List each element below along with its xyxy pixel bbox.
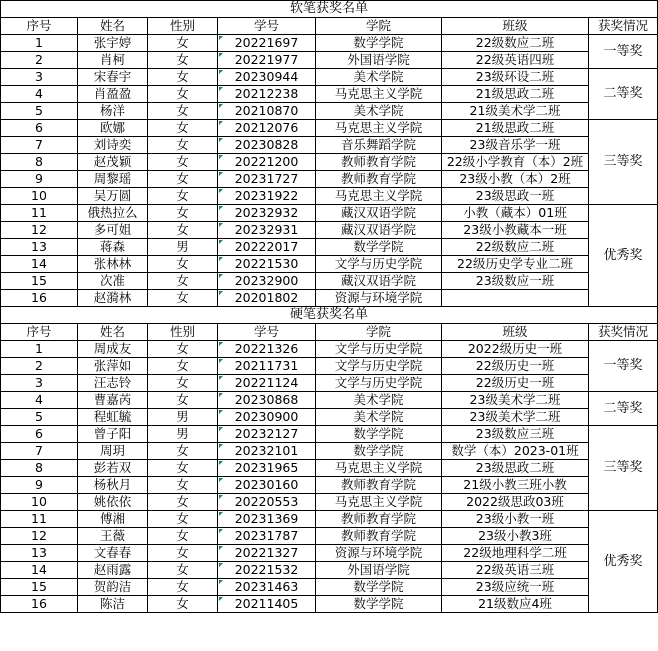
cell-student-id[interactable]: 20230868 (218, 392, 316, 409)
cell-gender[interactable]: 女 (148, 290, 218, 307)
cell-name[interactable]: 刘诗奕 (78, 137, 148, 154)
cell-class[interactable]: 23级环设二班 (442, 69, 589, 86)
cell-college[interactable]: 文学与历史学院 (316, 358, 442, 375)
cell-student-id[interactable]: 20231369 (218, 511, 316, 528)
column-header[interactable]: 姓名 (78, 324, 148, 341)
cell-seq[interactable]: 2 (1, 52, 78, 69)
cell-seq[interactable]: 15 (1, 579, 78, 596)
cell-college[interactable]: 美术学院 (316, 409, 442, 426)
column-header[interactable]: 性别 (148, 18, 218, 35)
cell-seq[interactable]: 2 (1, 358, 78, 375)
table-row (1, 579, 658, 596)
column-header[interactable]: 获奖情况 (589, 18, 658, 35)
cell-student-id[interactable]: 20232900 (218, 273, 316, 290)
cell-gender[interactable]: 女 (148, 52, 218, 69)
cell-college[interactable]: 数学学院 (316, 443, 442, 460)
cell-college[interactable]: 教师教育学院 (316, 154, 442, 171)
cell-college[interactable]: 数学学院 (316, 426, 442, 443)
cell-class[interactable]: 21级小教三班小教 (442, 477, 589, 494)
cell-student-id[interactable]: 20231965 (218, 460, 316, 477)
table-row (1, 52, 658, 69)
cell-class[interactable]: 22级英语三班 (442, 562, 589, 579)
cell-name[interactable]: 周玥 (78, 443, 148, 460)
cell-college[interactable]: 教师教育学院 (316, 511, 442, 528)
cell-seq[interactable]: 15 (1, 273, 78, 290)
cell-gender[interactable]: 女 (148, 103, 218, 120)
column-header[interactable]: 班级 (442, 324, 589, 341)
cell-student-id[interactable]: 20232101 (218, 443, 316, 460)
cell-name[interactable]: 宋春宇 (78, 69, 148, 86)
table-row (1, 392, 658, 409)
cell-seq[interactable]: 8 (1, 154, 78, 171)
cell-seq[interactable]: 14 (1, 562, 78, 579)
column-header[interactable]: 学号 (218, 18, 316, 35)
table-row (1, 375, 658, 392)
column-header[interactable]: 序号 (1, 324, 78, 341)
cell-gender[interactable]: 女 (148, 120, 218, 137)
cell-student-id[interactable]: 20221697 (218, 35, 316, 52)
cell-student-id[interactable]: 20230828 (218, 137, 316, 154)
column-header[interactable]: 姓名 (78, 18, 148, 35)
cell-college[interactable]: 数学学院 (316, 596, 442, 613)
cell-name[interactable]: 多可姐 (78, 222, 148, 239)
cell-seq[interactable]: 7 (1, 443, 78, 460)
cell-name[interactable]: 曹嘉芮 (78, 392, 148, 409)
column-header[interactable]: 学院 (316, 18, 442, 35)
cell-name[interactable]: 张林林 (78, 256, 148, 273)
cell-gender[interactable]: 女 (148, 137, 218, 154)
cell-seq[interactable]: 13 (1, 239, 78, 256)
cell-name[interactable]: 贺韵洁 (78, 579, 148, 596)
cell-award[interactable]: 优秀奖 (589, 205, 658, 307)
cell-gender[interactable]: 女 (148, 86, 218, 103)
cell-gender[interactable]: 女 (148, 392, 218, 409)
cell-class[interactable]: 23级小教一班 (442, 511, 589, 528)
table-row (1, 528, 658, 545)
cell-name[interactable]: 陈洁 (78, 596, 148, 613)
cell-student-id[interactable]: 20222017 (218, 239, 316, 256)
cell-gender[interactable]: 女 (148, 188, 218, 205)
table-row (1, 205, 658, 222)
column-header[interactable]: 性别 (148, 324, 218, 341)
cell-seq[interactable]: 16 (1, 290, 78, 307)
cell-class[interactable]: 21级美术学二班 (442, 103, 589, 120)
table-row (1, 511, 658, 528)
cell-student-id[interactable]: 20231463 (218, 579, 316, 596)
table-row (1, 596, 658, 613)
cell-student-id[interactable]: 20231727 (218, 171, 316, 188)
cell-class[interactable]: 22级历史学专业二班 (442, 256, 589, 273)
cell-name[interactable]: 周黎瑶 (78, 171, 148, 188)
cell-student-id[interactable]: 20232127 (218, 426, 316, 443)
cell-name[interactable]: 赵雨露 (78, 562, 148, 579)
cell-college[interactable]: 美术学院 (316, 69, 442, 86)
table-row (1, 103, 658, 120)
cell-class[interactable]: 23级小教（本）2班 (442, 171, 589, 188)
cell-college[interactable]: 资源与环境学院 (316, 545, 442, 562)
cell-gender[interactable]: 女 (148, 171, 218, 188)
cell-gender[interactable]: 女 (148, 443, 218, 460)
cell-student-id[interactable]: 20201802 (218, 290, 316, 307)
cell-name[interactable]: 张萍如 (78, 358, 148, 375)
cell-award[interactable]: 三等奖 (589, 426, 658, 511)
cell-name[interactable]: 次准 (78, 273, 148, 290)
table-row (1, 443, 658, 460)
cell-name[interactable]: 王薇 (78, 528, 148, 545)
cell-student-id[interactable]: 20232932 (218, 205, 316, 222)
cell-college[interactable]: 马克思主义学院 (316, 188, 442, 205)
cell-class[interactable]: 23级小教藏本一班 (442, 222, 589, 239)
cell-seq[interactable]: 3 (1, 375, 78, 392)
cell-college[interactable]: 教师教育学院 (316, 477, 442, 494)
header-row (1, 324, 658, 341)
cell-seq[interactable]: 9 (1, 171, 78, 188)
cell-seq[interactable]: 8 (1, 460, 78, 477)
cell-college[interactable]: 美术学院 (316, 103, 442, 120)
cell-name[interactable]: 张宇婷 (78, 35, 148, 52)
cell-name[interactable]: 吴万圆 (78, 188, 148, 205)
cell-class[interactable]: 21级数应4班 (442, 596, 589, 613)
cell-name[interactable]: 俄热拉么 (78, 205, 148, 222)
cell-class[interactable]: 21级思政二班 (442, 86, 589, 103)
cell-seq[interactable]: 14 (1, 256, 78, 273)
cell-seq[interactable]: 12 (1, 222, 78, 239)
cell-seq[interactable]: 3 (1, 69, 78, 86)
cell-name[interactable]: 傅湘 (78, 511, 148, 528)
cell-gender[interactable]: 女 (148, 35, 218, 52)
cell-seq[interactable]: 4 (1, 86, 78, 103)
cell-college[interactable]: 数学学院 (316, 35, 442, 52)
cell-gender[interactable]: 女 (148, 69, 218, 86)
cell-name[interactable]: 程虹毓 (78, 409, 148, 426)
cell-award[interactable]: 二等奖 (589, 69, 658, 120)
cell-name[interactable]: 肖盈盈 (78, 86, 148, 103)
table-row (1, 239, 658, 256)
section-title-row (1, 1, 658, 18)
cell-name[interactable]: 杨秋月 (78, 477, 148, 494)
cell-name[interactable]: 肖柯 (78, 52, 148, 69)
cell-seq[interactable]: 5 (1, 103, 78, 120)
cell-class[interactable]: 21级思政二班 (442, 120, 589, 137)
cell-class[interactable]: 2022级思政03班 (442, 494, 589, 511)
cell-gender[interactable]: 女 (148, 562, 218, 579)
table-row (1, 409, 658, 426)
table-row (1, 477, 658, 494)
cell-gender[interactable]: 女 (148, 545, 218, 562)
cell-student-id[interactable]: 20212076 (218, 120, 316, 137)
table-row (1, 137, 658, 154)
cell-college[interactable]: 音乐舞蹈学院 (316, 137, 442, 154)
table-row (1, 222, 658, 239)
cell-student-id[interactable]: 20212238 (218, 86, 316, 103)
table-row (1, 545, 658, 562)
cell-name[interactable]: 赵漪林 (78, 290, 148, 307)
cell-class[interactable]: 22级地理科学二班 (442, 545, 589, 562)
table-row (1, 256, 658, 273)
column-header[interactable]: 序号 (1, 18, 78, 35)
cell-gender[interactable]: 女 (148, 494, 218, 511)
cell-gender[interactable]: 女 (148, 511, 218, 528)
cell-seq[interactable]: 9 (1, 477, 78, 494)
column-header[interactable]: 获奖情况 (589, 324, 658, 341)
cell-class[interactable]: 23级思政二班 (442, 460, 589, 477)
cell-college[interactable]: 教师教育学院 (316, 528, 442, 545)
column-header[interactable]: 班级 (442, 18, 589, 35)
cell-student-id[interactable]: 20230160 (218, 477, 316, 494)
cell-class[interactable]: 23级思政一班 (442, 188, 589, 205)
section-title[interactable]: 软笔获奖名单 (1, 1, 658, 18)
table-row (1, 188, 658, 205)
cell-student-id[interactable]: 20221326 (218, 341, 316, 358)
cell-class[interactable]: 22级英语四班 (442, 52, 589, 69)
cell-college[interactable]: 资源与环境学院 (316, 290, 442, 307)
cell-college[interactable]: 藏汉双语学院 (316, 273, 442, 290)
cell-college[interactable]: 马克思主义学院 (316, 460, 442, 477)
cell-seq[interactable]: 6 (1, 120, 78, 137)
cell-class[interactable]: 23级数应一班 (442, 273, 589, 290)
cell-student-id[interactable]: 20211405 (218, 596, 316, 613)
cell-student-id[interactable]: 20221124 (218, 375, 316, 392)
cell-college[interactable]: 文学与历史学院 (316, 375, 442, 392)
cell-gender[interactable]: 男 (148, 409, 218, 426)
table-row (1, 562, 658, 579)
cell-gender[interactable]: 女 (148, 596, 218, 613)
table-row (1, 171, 658, 188)
table-row (1, 494, 658, 511)
cell-award[interactable]: 三等奖 (589, 120, 658, 205)
table-row (1, 273, 658, 290)
cell-gender[interactable]: 女 (148, 256, 218, 273)
cell-college[interactable]: 教师教育学院 (316, 171, 442, 188)
cell-seq[interactable]: 11 (1, 205, 78, 222)
cell-seq[interactable]: 1 (1, 35, 78, 52)
cell-college[interactable]: 文学与历史学院 (316, 256, 442, 273)
cell-name[interactable]: 汪志铃 (78, 375, 148, 392)
cell-gender[interactable]: 女 (148, 477, 218, 494)
cell-name[interactable]: 文春春 (78, 545, 148, 562)
header-row (1, 18, 658, 35)
cell-seq[interactable]: 13 (1, 545, 78, 562)
cell-name[interactable]: 赵茂颖 (78, 154, 148, 171)
cell-gender[interactable]: 女 (148, 460, 218, 477)
cell-seq[interactable]: 5 (1, 409, 78, 426)
cell-college[interactable]: 马克思主义学院 (316, 86, 442, 103)
table-row (1, 341, 658, 358)
cell-seq[interactable]: 12 (1, 528, 78, 545)
cell-seq[interactable]: 6 (1, 426, 78, 443)
cell-gender[interactable]: 女 (148, 154, 218, 171)
table-row (1, 120, 658, 137)
cell-gender[interactable]: 女 (148, 341, 218, 358)
cell-gender[interactable]: 女 (148, 273, 218, 290)
cell-seq[interactable]: 4 (1, 392, 78, 409)
column-header[interactable]: 学院 (316, 324, 442, 341)
table-row (1, 290, 658, 307)
cell-class[interactable]: 22级数应二班 (442, 35, 589, 52)
cell-student-id[interactable]: 20221532 (218, 562, 316, 579)
cell-student-id[interactable]: 20220553 (218, 494, 316, 511)
cell-name[interactable]: 蒋森 (78, 239, 148, 256)
cell-class[interactable]: 数学（本）2023-01班 (442, 443, 589, 460)
cell-student-id[interactable]: 20210870 (218, 103, 316, 120)
cell-college[interactable]: 马克思主义学院 (316, 494, 442, 511)
cell-student-id[interactable]: 20232931 (218, 222, 316, 239)
cell-seq[interactable]: 1 (1, 341, 78, 358)
cell-college[interactable]: 数学学院 (316, 579, 442, 596)
section-title[interactable]: 硬笔获奖名单 (1, 307, 658, 324)
table-row (1, 358, 658, 375)
cell-college[interactable]: 藏汉双语学院 (316, 222, 442, 239)
column-header[interactable]: 学号 (218, 324, 316, 341)
cell-seq[interactable]: 10 (1, 188, 78, 205)
cell-class[interactable]: 23级小教3班 (442, 528, 589, 545)
cell-name[interactable]: 欧娜 (78, 120, 148, 137)
cell-award[interactable]: 二等奖 (589, 392, 658, 426)
cell-gender[interactable]: 女 (148, 375, 218, 392)
cell-class[interactable] (442, 290, 589, 307)
cell-class[interactable]: 23级应统一班 (442, 579, 589, 596)
table-row (1, 460, 658, 477)
cell-seq[interactable]: 7 (1, 137, 78, 154)
cell-student-id[interactable]: 20231922 (218, 188, 316, 205)
cell-gender[interactable]: 女 (148, 222, 218, 239)
cell-student-id[interactable]: 20221977 (218, 52, 316, 69)
cell-student-id[interactable]: 20221327 (218, 545, 316, 562)
cell-class[interactable]: 22级历史一班 (442, 375, 589, 392)
table-row (1, 86, 658, 103)
cell-class[interactable]: 23级数应三班 (442, 426, 589, 443)
table-row (1, 69, 658, 86)
cell-class[interactable]: 小教（藏本）01班 (442, 205, 589, 222)
cell-gender[interactable]: 女 (148, 358, 218, 375)
cell-college[interactable]: 美术学院 (316, 392, 442, 409)
cell-college[interactable]: 外国语学院 (316, 52, 442, 69)
cell-gender[interactable]: 女 (148, 528, 218, 545)
table-row (1, 35, 658, 52)
cell-gender[interactable]: 女 (148, 205, 218, 222)
cell-class[interactable]: 23级美术学二班 (442, 409, 589, 426)
cell-class[interactable]: 22级历史一班 (442, 358, 589, 375)
cell-award[interactable]: 优秀奖 (589, 511, 658, 613)
cell-name[interactable]: 杨洋 (78, 103, 148, 120)
cell-class[interactable]: 22级数应二班 (442, 239, 589, 256)
cell-award[interactable]: 一等奖 (589, 341, 658, 392)
cell-student-id[interactable]: 20230944 (218, 69, 316, 86)
table-row (1, 154, 658, 171)
cell-gender[interactable]: 女 (148, 579, 218, 596)
cell-name[interactable]: 周成友 (78, 341, 148, 358)
cell-seq[interactable]: 11 (1, 511, 78, 528)
cell-student-id[interactable]: 20211731 (218, 358, 316, 375)
cell-college[interactable]: 马克思主义学院 (316, 120, 442, 137)
table-row (1, 426, 658, 443)
cell-class[interactable]: 22级小学教育（本）2班 (442, 154, 589, 171)
cell-award[interactable]: 一等奖 (589, 35, 658, 69)
cell-college[interactable]: 藏汉双语学院 (316, 205, 442, 222)
cell-college[interactable]: 数学学院 (316, 239, 442, 256)
cell-seq[interactable]: 10 (1, 494, 78, 511)
cell-name[interactable]: 彭若双 (78, 460, 148, 477)
cell-class[interactable]: 2022级历史一班 (442, 341, 589, 358)
cell-student-id[interactable]: 20221200 (218, 154, 316, 171)
cell-student-id[interactable]: 20231787 (218, 528, 316, 545)
cell-name[interactable]: 姚依依 (78, 494, 148, 511)
cell-student-id[interactable]: 20230900 (218, 409, 316, 426)
cell-college[interactable]: 外国语学院 (316, 562, 442, 579)
cell-class[interactable]: 23级音乐学一班 (442, 137, 589, 154)
cell-college[interactable]: 文学与历史学院 (316, 341, 442, 358)
cell-gender[interactable]: 男 (148, 426, 218, 443)
cell-name[interactable]: 曾子阳 (78, 426, 148, 443)
cell-class[interactable]: 23级美术学二班 (442, 392, 589, 409)
cell-gender[interactable]: 男 (148, 239, 218, 256)
cell-seq[interactable]: 16 (1, 596, 78, 613)
section-title-row (1, 307, 658, 324)
cell-student-id[interactable]: 20221530 (218, 256, 316, 273)
